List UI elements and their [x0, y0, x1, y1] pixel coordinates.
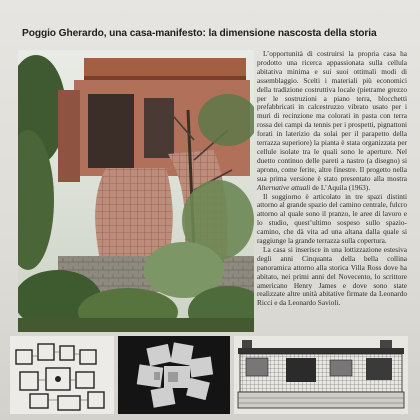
paragraph-3: La casa si inserisce in una lottizzazione estesiva degli anni Cinquanta della bella collina panoramica attorno alla storica Villa Ross dove ha abitato, nei primi anni del Novecento, lo scrittore americano Henry James e dove sono state realizzate altre unità abitative firmate da Leonardo Ricci e da Leonardo Savioli.: [257, 244, 407, 308]
paragraph-2: Il soggiorno è articolato in tre spazi distinti attorno al grande spazio del camino centrale, fulcro attorno al quale sono il pranzo, le aree di lavoro e lo studio, quest’ultimo sospeso sullo spazio-camino, che dà vita ad una altana dalla quale si raggiunge la grande terrazza sulla copertura.: [257, 191, 407, 246]
article-body: [257, 50, 407, 308]
model-photo: [118, 336, 230, 414]
paragraph-1-tail: de L’Aquila (1963).: [312, 182, 371, 192]
exhibition-title: Alternative attuali: [257, 182, 311, 192]
paragraph-1: [257, 50, 407, 193]
house-photo: [18, 50, 254, 332]
elevation-drawing: [234, 336, 408, 414]
article-title: Poggio Gherardo, una casa-manifesto: la dimensione nascosta della storia: [22, 28, 377, 39]
paragraph-1-text: L’opportunità di costruirsi la propria casa ha prodotto una ricerca appassionata sulla cellula abitativa minima e sui suoi ottimali modi di assemblaggio. Scelti i materiali più economici della tradizione costruttiva locale (pietrame grezzo per le sostruzioni a piano terra, blocchetti prefabbricati in calcestruzzo vibrato usato per i muri di recinzione ma colorati in pasta con terra rossa dei campi da tennis per i prospetti, pignattoni forati in laterizio da solai per il parapetto della terrazza superiore) la pianta è stata organizzata per cellule isolate tra le quali sono le aperture. Nel duetto continuo delle pareti a nastro (a disegno) si aprono, come ferite, altre finestre. Il progetto nella sua prima versione è stato presentato alla mostra: [257, 49, 407, 183]
floor-plan-drawing: [10, 336, 114, 414]
